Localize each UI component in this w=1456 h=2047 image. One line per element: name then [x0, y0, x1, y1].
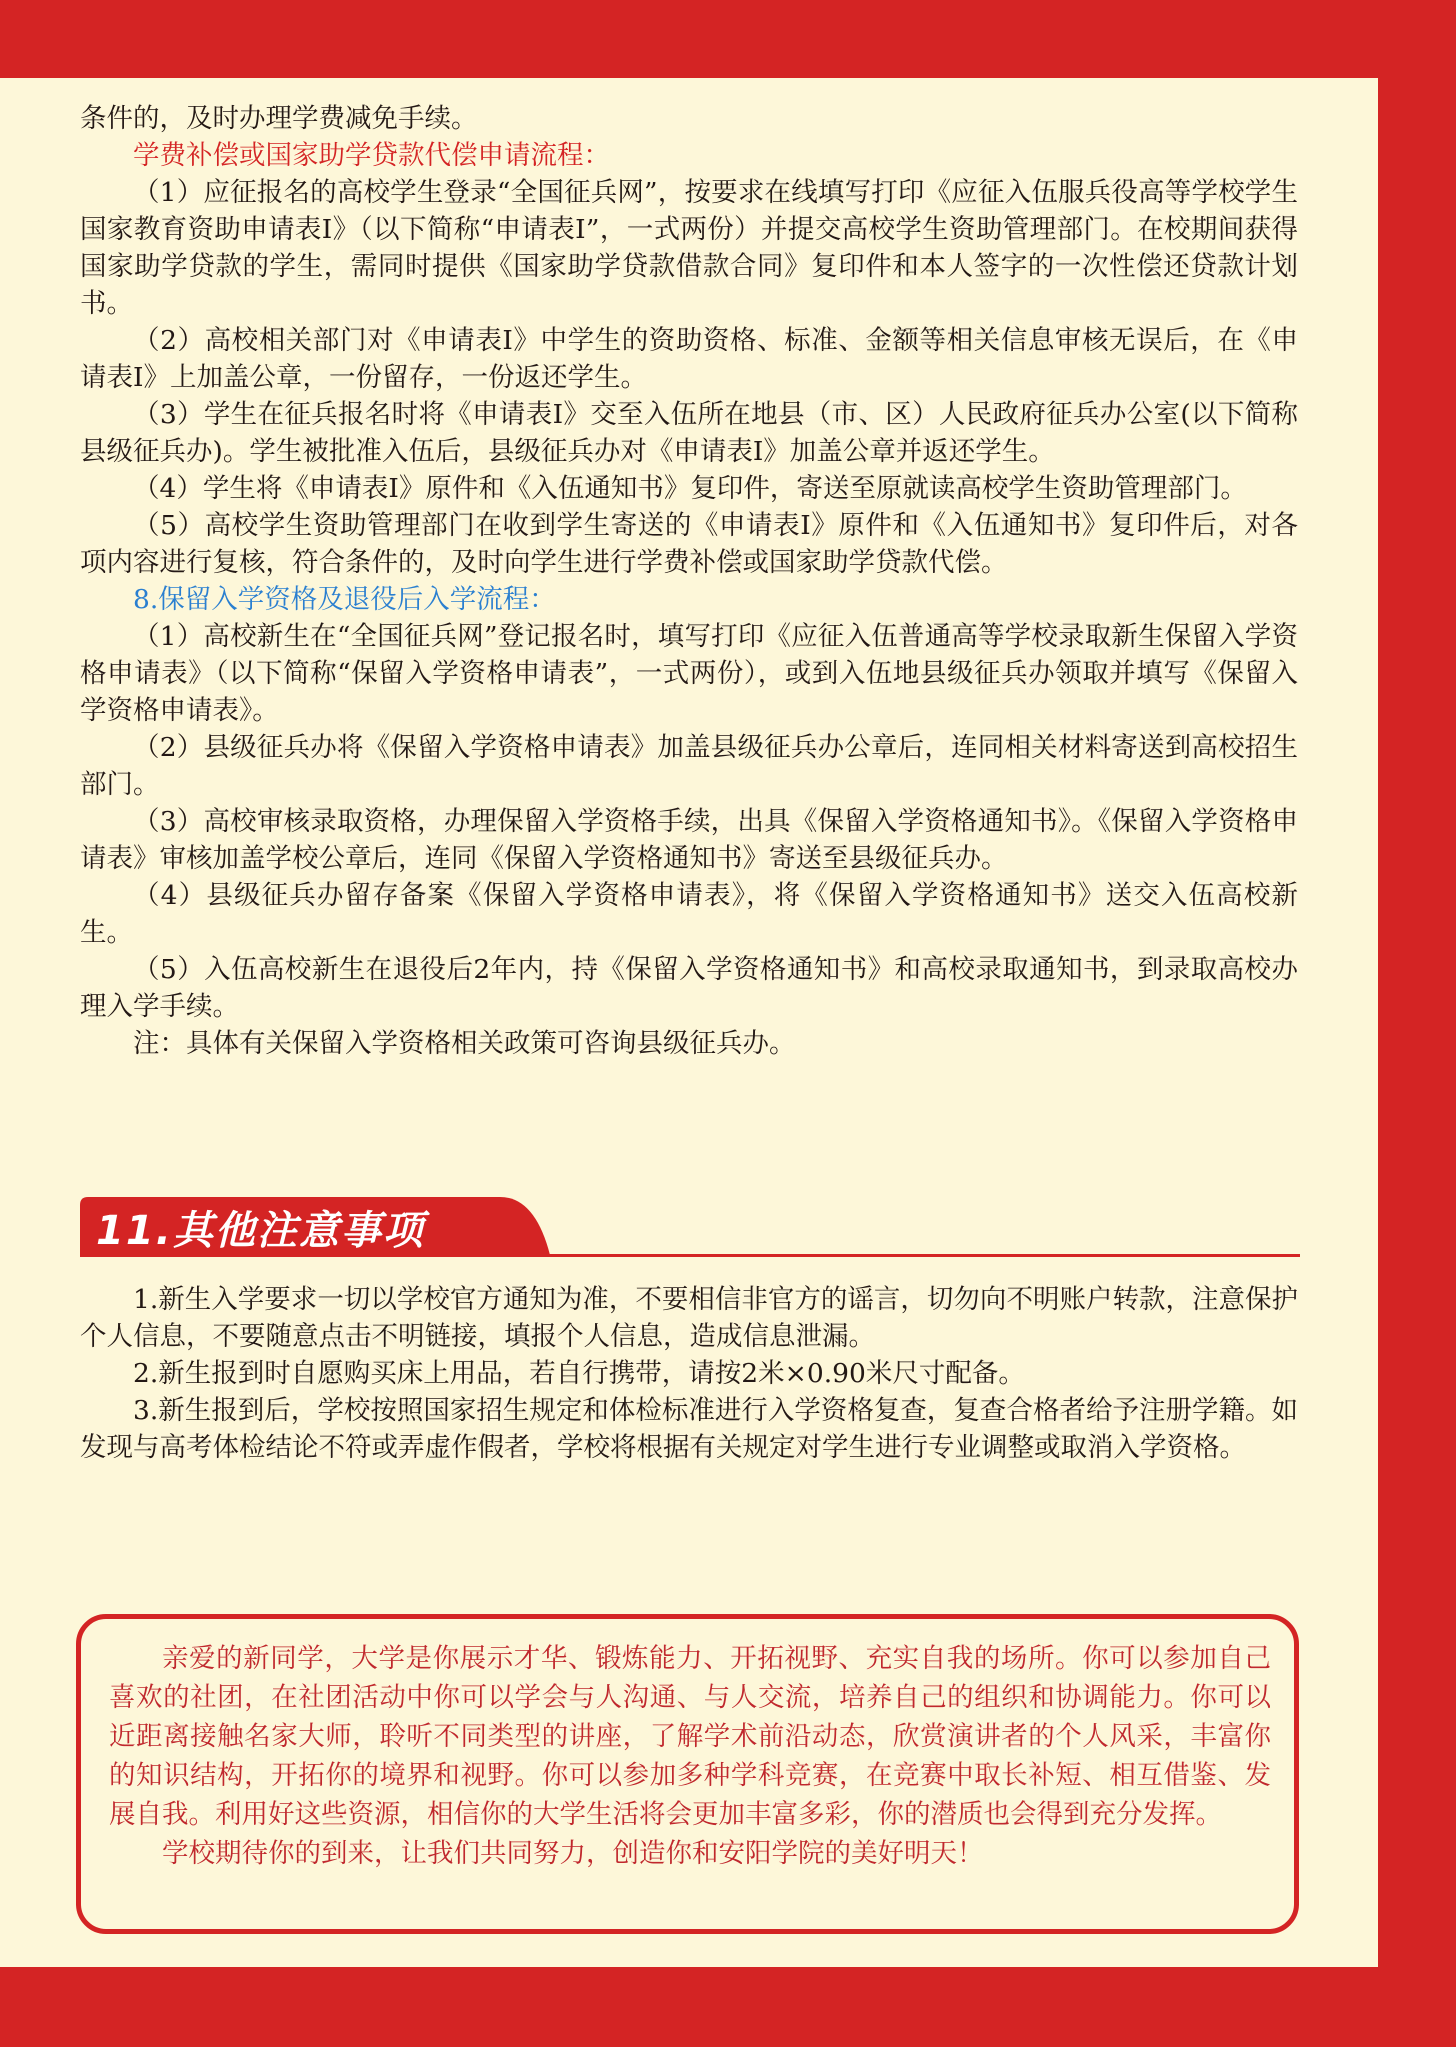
welcome-text [109, 1639, 1271, 1873]
paragraph-step-1: （1）应征报名的高校学生登录“全国征兵网”，按要求在线填写打印《应征入伍服兵役高等学校学生国家教育资助申请表Ⅰ》（以下简称“申请表Ⅰ”，一式两份）并提交高校学生资助管理部门。在校期间获得国家助学贷款的学生，需同时提供《国家助学贷款借款合同》复印件和本人签字的一次性偿还贷款计划书。 [80, 177, 1298, 319]
section-title: 11.其他注意事项 [96, 1208, 425, 1254]
paragraph-step-3: （3）学生在征兵报名时将《申请表Ⅰ》交至入伍所在地县（市、区）人民政府征兵办公室(以下简称县级征兵办)。学生被批准入伍后，县级征兵办对《申请表Ⅰ》加盖公章并返还学生。 [80, 399, 1298, 467]
paragraph-reserve-step-1: （1）高校新生在“全国征兵网”登记报名时，填写打印《应征入伍普通高等学校录取新生保留入学资格申请表》（以下简称“保留入学资格申请表”，一式两份），或到入伍地县级征兵办领取并填写《保留入学资格申请表》。 [80, 621, 1298, 726]
welcome-closing: 学校期待你的到来，让我们共同努力，创造你和安阳学院的美好明天！ [162, 1838, 984, 1869]
paragraph-step-4: （4）学生将《申请表Ⅰ》原件和《入伍通知书》复印件，寄送至原就读高校学生资助管理部门。 [133, 473, 1247, 504]
note-item-2: 2.新生报到时自愿购买床上用品，若自行携带，请按2米×0.90米尺寸配备。 [133, 1358, 1025, 1389]
subheading-tuition-compensation: 学费补偿或国家助学贷款代偿申请流程： [133, 140, 610, 171]
paragraph-reserve-step-3: （3）高校审核录取资格，办理保留入学资格手续，出具《保留入学资格通知书》。《保留入学资格申请表》审核加盖学校公章后，连同《保留入学资格通知书》寄送至县级征兵办。 [80, 806, 1298, 874]
paragraph-reserve-step-4: （4）县级征兵办留存备案《保留入学资格申请表》，将《保留入学资格通知书》送交入伍高校新生。 [80, 880, 1298, 948]
note-item-1: 1.新生入学要求一切以学校官方通知为准，不要相信非官方的谣言，切勿向不明账户转款，注意保护个人信息，不要随意点击不明链接，填报个人信息，造成信息泄漏。 [80, 1284, 1298, 1352]
paragraph-note: 注：具体有关保留入学资格相关政策可咨询县级征兵办。 [133, 1028, 796, 1059]
section-divider [80, 1254, 1300, 1257]
paragraph-reserve-step-5: （5）入伍高校新生在退役后2年内，持《保留入学资格通知书》和高校录取通知书，到录取高校办理入学手续。 [80, 954, 1298, 1022]
section-header [80, 1197, 1300, 1267]
notes-list [80, 1281, 1298, 1466]
note-item-3: 3.新生报到后，学校按照国家招生规定和体检标准进行入学资格复查，复查合格者给予注册学籍。如发现与高考体检结论不符或弄虚作假者，学校将根据有关规定对学生进行专业调整或取消入学资格。 [80, 1395, 1298, 1463]
paragraph-continuation: 条件的，及时办理学费减免手续。 [80, 103, 478, 134]
procedure-text [80, 100, 1298, 1062]
welcome-paragraph: 亲爱的新同学，大学是你展示才华、锻炼能力、开拓视野、充实自我的场所。你可以参加自己喜欢的社团，在社团活动中你可以学会与人沟通、与人交流，培养自己的组织和协调能力。你可以近距离接触名家大师，聆听不同类型的讲座，了解学术前沿动态，欣赏演讲者的个人风采，丰富你的知识结构，开拓你的境界和视野。你可以参加多种学科竞赛，在竞赛中取长补短、相互借鉴、发展自我。利用好这些资源，相信你的大学生活将会更加丰富多彩，你的潜质也会得到充分发挥。 [109, 1643, 1271, 1830]
welcome-box [76, 1614, 1299, 1934]
paragraph-step-5: （5）高校学生资助管理部门在收到学生寄送的《申请表Ⅰ》原件和《入伍通知书》复印件后，对各项内容进行复核，符合条件的，及时向学生进行学费补偿或国家助学贷款代偿。 [80, 510, 1298, 578]
paragraph-reserve-step-2: （2）县级征兵办将《保留入学资格申请表》加盖县级征兵办公章后，连同相关材料寄送到高校招生部门。 [80, 732, 1298, 800]
subheading-enrollment-reservation: 8.保留入学资格及退役后入学流程： [133, 584, 556, 615]
paragraph-step-2: （2）高校相关部门对《申请表Ⅰ》中学生的资助资格、标准、金额等相关信息审核无误后，在《申请表Ⅰ》上加盖公章，一份留存，一份返还学生。 [80, 325, 1298, 393]
